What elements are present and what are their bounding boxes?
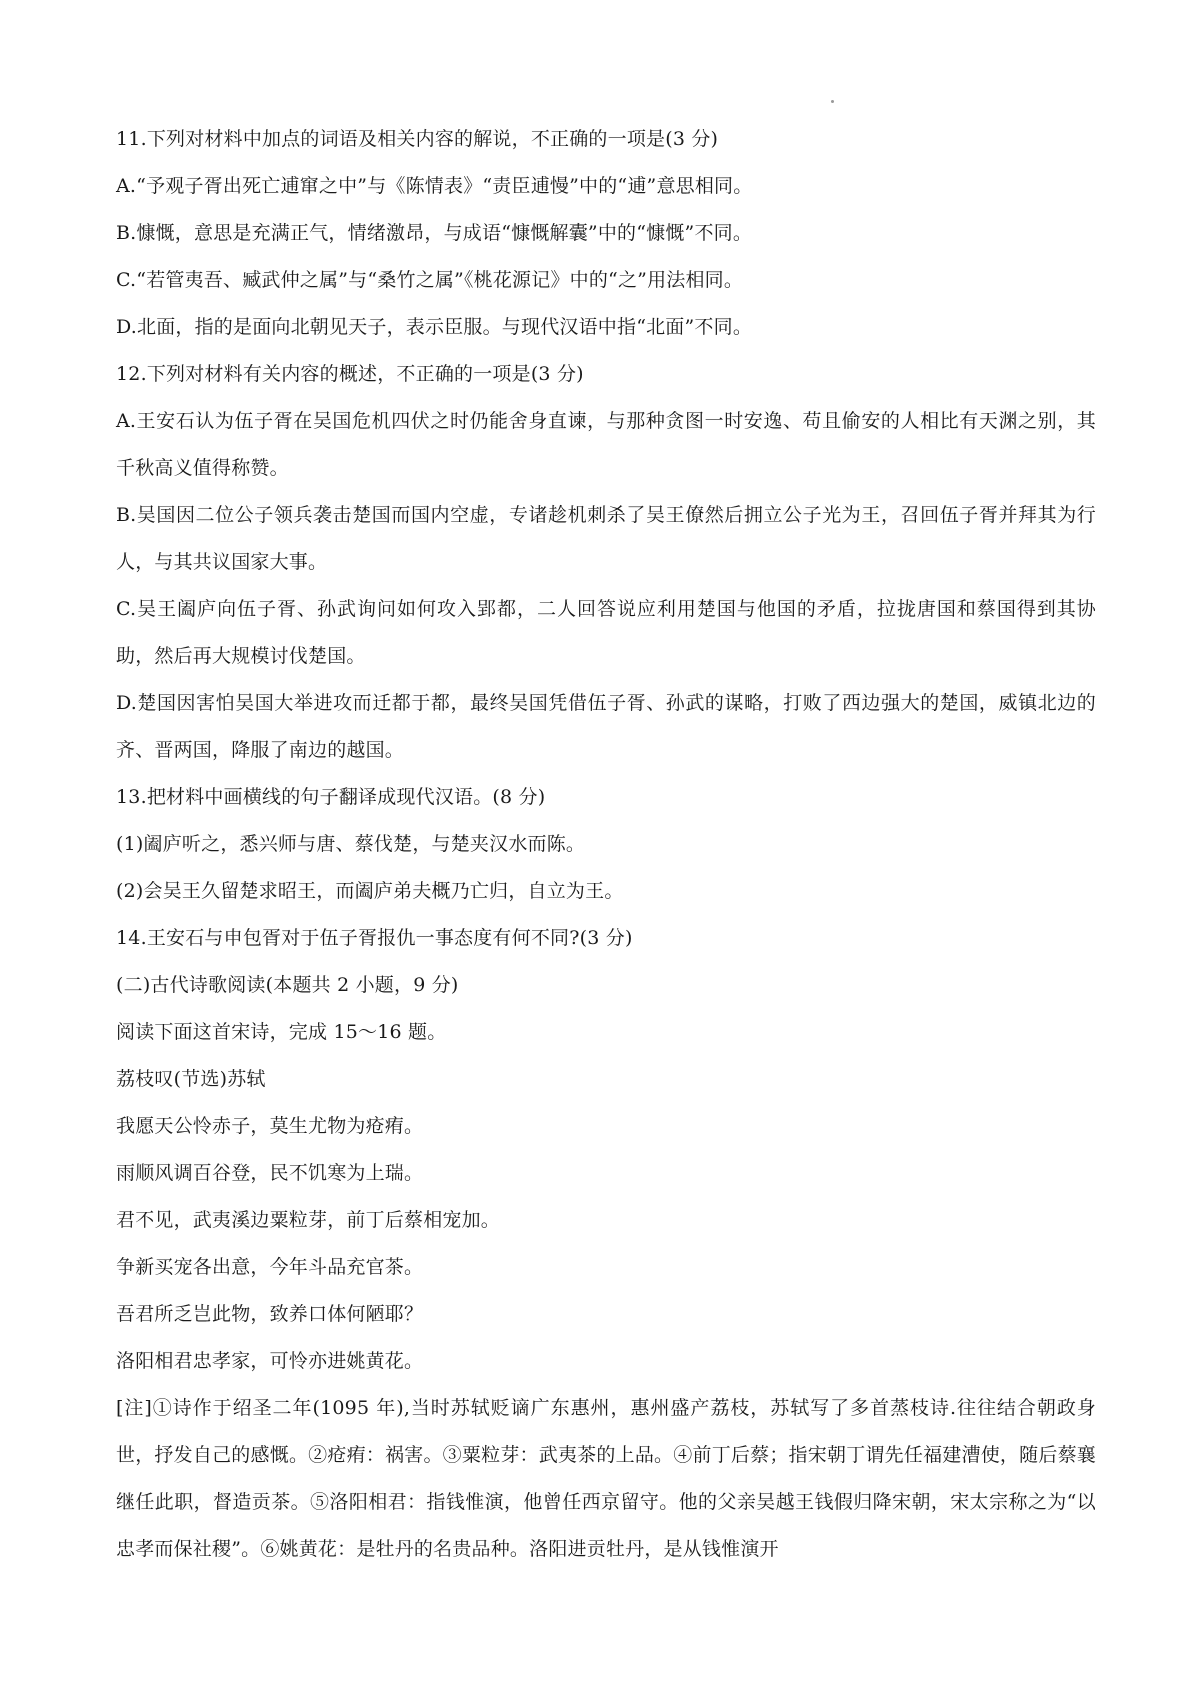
question-11-option-b: B.慷慨，意思是充满正气，情绪激昂，与成语“慷慨解囊”中的“慷慨”不同。	[116, 222, 753, 244]
poem-line-3: 君不见，武夷溪边粟粒芽，前丁后蔡相宠加。	[116, 1209, 501, 1231]
question-11-option-d: D.北面，指的是面向北朝见天子，表示臣服。与现代汉语中指“北面”不同。	[116, 316, 753, 338]
poetry-instruction: 阅读下面这首宋诗，完成 15～16 题。	[116, 1021, 447, 1043]
section-heading-poetry: (二)古代诗歌阅读(本题共 2 小题，9 分)	[116, 974, 459, 996]
poem-line-4: 争新买宠各出意，今年斗品充官茶。	[116, 1256, 424, 1278]
poem-line-2: 雨顺风调百谷登，民不饥寒为上瑞。	[116, 1162, 424, 1184]
poem-notes: [注]①诗作于绍圣二年(1095 年),当时苏轼贬谪广东惠州，惠州盛产荔枝，苏轼写了多首蒸枝诗.往往结合朝政身世，抒发自己的感慨。②疮痏：祸害。③粟粒芽：武夷茶的上品。④前丁后蔡；指宋朝丁谓先任福建漕使，随后蔡襄继任此职，督造贡茶。⑤洛阳相君：指钱惟演，他曾任西京留守。他的父亲吴越王钱假归降宋朝，宋太宗称之为“以忠孝而保社稷”。⑥姚黄花：是牡丹的名贵品种。洛阳进贡牡丹，是从钱惟演开	[116, 1397, 1096, 1560]
poem-line-6: 洛阳相君忠孝家，可怜亦进姚黄花。	[116, 1350, 424, 1372]
question-11-stem: 11.下列对材料中加点的词语及相关内容的解说，不正确的一项是(3 分)	[116, 128, 719, 150]
question-11-option-c: C.“若管夷吾、臧武仲之属”与“桑竹之属”《桃花源记》中的“之”用法相同。	[116, 269, 744, 291]
scan-dot-mark	[831, 100, 834, 103]
question-12-option-d: D.楚国因害怕吴国大举进攻而迁都于都，最终吴国凭借伍子胥、孙武的谋略，打败了西边强大的楚国，威镇北边的齐、晋两国，降服了南边的越国。	[116, 692, 1096, 761]
question-14-stem: 14.王安石与申包胥对于伍子胥报仇一事态度有何不同?(3 分)	[116, 927, 633, 949]
question-13-item-1: (1)阖庐听之，悉兴师与唐、蔡伐楚，与楚夹汉水而陈。	[116, 833, 586, 855]
question-11-option-a: A.“予观子胥出死亡逋窜之中”与《陈情表》“责臣逋慢”中的“逋”意思相同。	[116, 175, 753, 197]
question-13-stem: 13.把材料中画横线的句子翻译成现代汉语。(8 分)	[116, 786, 546, 808]
poem-line-5: 吾君所乏岂此物，致养口体何陋耶？	[116, 1303, 424, 1325]
question-13-item-2: (2)会吴王久留楚求昭王，而阖庐弟夫概乃亡归，自立为王。	[116, 880, 624, 902]
document-content	[116, 124, 1096, 1581]
question-12-option-c: C.吴王阖庐向伍子胥、孙武询问如何攻入郢都，二人回答说应利用楚国与他国的矛盾，拉拢唐国和蔡国得到其协助，然后再大规模讨伐楚国。	[116, 598, 1096, 667]
poem-line-1: 我愿天公怜赤子，莫生尤物为疮痏。	[116, 1115, 424, 1137]
question-12-option-a: A.王安石认为伍子胥在吴国危机四伏之时仍能舍身直谏，与那种贪图一时安逸、苟且偷安的人相比有天渊之别，其千秋高义值得称赞。	[116, 410, 1096, 479]
poem-title: 荔枝叹(节选)苏轼	[116, 1068, 266, 1090]
question-12-option-b: B.吴国因二位公子领兵袭击楚国而国内空虚，专诸趁机刺杀了吴王僚然后拥立公子光为王，召回伍子胥并拜其为行人，与其共议国家大事。	[116, 504, 1096, 573]
question-12-stem: 12.下列对材料有关内容的概述，不正确的一项是(3 分)	[116, 363, 584, 385]
